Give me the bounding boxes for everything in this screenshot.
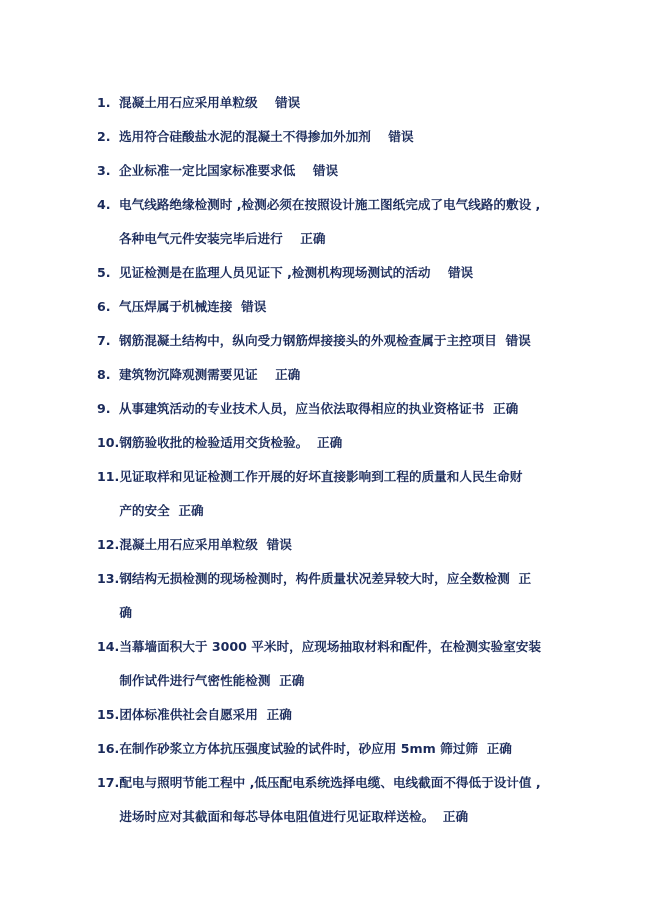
question-list — [97, 86, 567, 834]
item-number: 14. — [97, 639, 120, 654]
item-number: 7. — [97, 333, 111, 348]
item-statement — [119, 732, 567, 766]
list-item — [97, 460, 567, 528]
statement-line: 制作试件进行气密性能检测 正确 — [119, 673, 305, 688]
statement-line: 钢筋混凝土结构中，纵向受力钢筋焊接接头的外观检查属于主控项目 错误 — [119, 333, 531, 348]
statement-line: 建筑物沉降观测需要见证 正确 — [119, 367, 301, 382]
list-item — [97, 698, 567, 732]
item-statement — [119, 324, 567, 358]
statement-line: 选用符合硅酸盐水泥的混凝土不得掺加外加剂 错误 — [119, 129, 414, 144]
list-item — [97, 290, 567, 324]
list-item — [97, 154, 567, 188]
list-item — [97, 732, 567, 766]
item-statement — [119, 154, 567, 188]
item-statement — [119, 86, 567, 120]
item-statement — [119, 120, 567, 154]
list-item — [97, 358, 567, 392]
item-statement — [119, 426, 567, 460]
statement-line: 混凝土用石应采用单粒级 错误 — [119, 95, 301, 110]
item-statement — [119, 392, 567, 426]
item-statement — [119, 290, 567, 324]
statement-line: 钢结构无损检测的现场检测时，构件质量状况差异较大时，应全数检测 正 — [119, 571, 532, 586]
item-statement — [119, 562, 567, 630]
list-item — [97, 86, 567, 120]
item-statement — [119, 256, 567, 290]
list-item — [97, 426, 567, 460]
statement-line: 进场时应对其截面和每芯导体电阻值进行见证取样送检。 正确 — [119, 809, 469, 824]
item-statement — [119, 698, 567, 732]
list-item — [97, 324, 567, 358]
statement-line: 确 — [119, 605, 132, 620]
statement-line: 产的安全 正确 — [119, 503, 204, 518]
item-statement — [119, 630, 567, 698]
item-number: 5. — [97, 265, 111, 280]
list-item — [97, 528, 567, 562]
statement-line: 配电与照明节能工程中 ,低压配电系统选择电缆、电线截面不得低于设计值 , — [119, 775, 541, 790]
statement-line: 见证取样和见证检测工作开展的好坏直接影响到工程的质量和人民生命财 — [119, 469, 523, 484]
statement-line: 气压焊属于机械连接 错误 — [119, 299, 267, 314]
statement-line: 钢筋验收批的检验适用交货检验。 正确 — [119, 435, 343, 450]
item-number: 9. — [97, 401, 111, 416]
statement-line: 团体标准供社会自愿采用 正确 — [119, 707, 292, 722]
item-number: 8. — [97, 367, 111, 382]
statement-line: 混凝土用石应采用单粒级 错误 — [119, 537, 292, 552]
list-item — [97, 392, 567, 426]
list-item — [97, 188, 567, 256]
statement-line: 企业标准一定比国家标准要求低 错误 — [119, 163, 339, 178]
list-item — [97, 120, 567, 154]
item-number: 12. — [97, 537, 120, 552]
statement-line: 电气线路绝缘检测时 ,检测必须在按照设计施工图纸完成了电气线路的敷设 , — [119, 197, 541, 212]
item-statement — [119, 528, 567, 562]
statement-line: 在制作砂浆立方体抗压强度试验的试件时，砂应用 5mm 筛过筛 正确 — [119, 741, 512, 756]
item-number: 15. — [97, 707, 120, 722]
item-number: 13. — [97, 571, 120, 586]
item-number: 1. — [97, 95, 111, 110]
statement-line: 从事建筑活动的专业技术人员，应当依法取得相应的执业资格证书 正确 — [119, 401, 519, 416]
statement-line: 见证检测是在监理人员见证下 ,检测机构现场测试的活动 错误 — [119, 265, 474, 280]
list-item — [97, 256, 567, 290]
item-statement — [119, 766, 567, 834]
statement-line: 各种电气元件安装完毕后进行 正确 — [119, 231, 326, 246]
item-number: 11. — [97, 469, 120, 484]
item-number: 16. — [97, 741, 120, 756]
item-number: 4. — [97, 197, 111, 212]
item-statement — [119, 188, 567, 256]
item-number: 17. — [97, 775, 120, 790]
item-number: 2. — [97, 129, 111, 144]
item-statement — [119, 358, 567, 392]
item-number: 6. — [97, 299, 111, 314]
statement-line: 当幕墙面积大于 3000 平米时，应现场抽取材料和配件，在检测实验室安装 — [119, 639, 541, 654]
item-statement — [119, 460, 567, 528]
list-item — [97, 766, 567, 834]
list-item — [97, 630, 567, 698]
item-number: 3. — [97, 163, 111, 178]
list-item — [97, 562, 567, 630]
item-number: 10. — [97, 435, 120, 450]
